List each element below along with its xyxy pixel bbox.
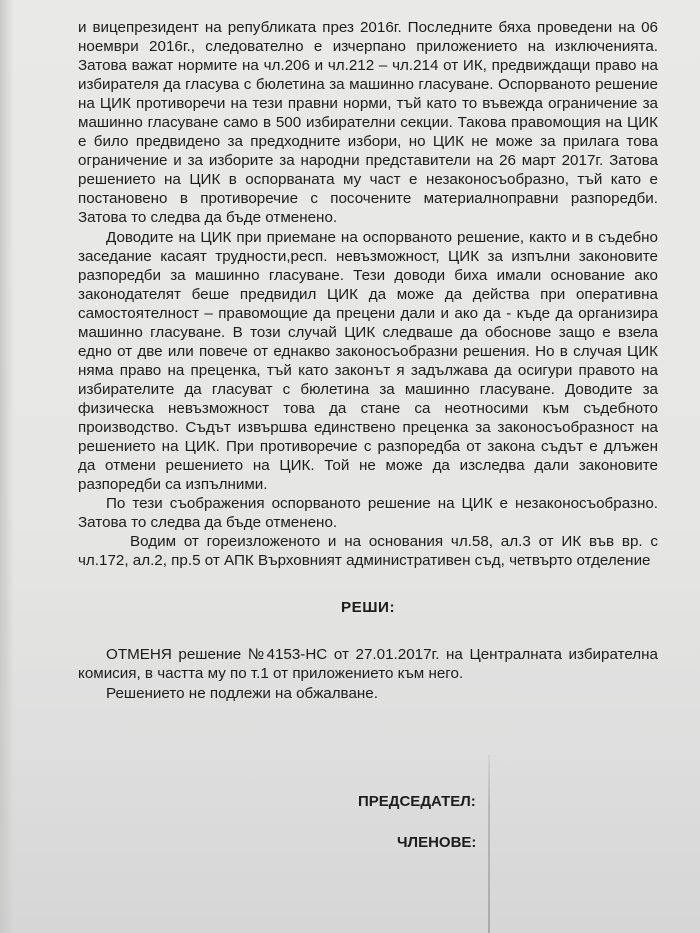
ruling-heading: РЕШИ: <box>341 599 395 617</box>
page-edge-shadow <box>0 0 14 933</box>
paragraph-legal-reasoning: и вицепрезидент на републиката през 2016г. Последните бяха проведени на 06 ноември 2016г., следователно е изчерпано приложението на изключенията. Затова важат нормите на чл.206 и чл.212 – чл.214 от ИК, предвиждащи право на избирателя да гласува с бюлетина за машинно гласуване. Оспорваното решение на ЦИК противоречи на тези правни норми, тъй като то въвежда ограничение за машинно гласуване само в 500 избирателни секции. Такова правомощия на ЦИК е било предвидено за предходните избори, но ЦИК не може за прилага това ограничение и за изборите за народни представители на 26 март 2017г. Затова решението на ЦИК в оспорваната му част е незаконосъобразно, тъй като е постановено в противоречие с посочените материалноправни разпоредби. Затова то следва да бъде отменено. <box>78 19 658 227</box>
members-signature-label: ЧЛЕНОВЕ: <box>397 834 477 851</box>
paper-fold-line <box>488 755 490 933</box>
document-page <box>78 18 658 703</box>
ruling-no-appeal: Решението не подлежи на обжалване. <box>106 684 378 702</box>
paragraph-legal-basis: Водим от гореизложеното и на основания чл.58, ал.3 от ИК във вр. с чл.172, ал.2, пр.5 от АПК Върховният административен съд, четвърто отделение <box>78 533 658 570</box>
paragraph-cik-arguments: Доводите на ЦИК при приемане на оспорваното решение, както и в съдебно заседание касаят трудности,респ. невъзможност, ЦИК за изпълни законовите разпоредби за машинно гласуване. Тези доводи биха имали основание ако законодателят беше предвидил ЦИК да може да действа при оперативна самостоятелност – правомощие да прецени дали и ако да - къде да организира машинно гласуване. В този случай ЦИК следваше да обоснове защо е взела едно от две или повече от еднакво законосъобразни решения. Но в случая ЦИК няма право на преценка, тъй като законът я задължава да осигури правото на избирателите да гласуват с бюлетина за машинно гласуване. Доводите за физическа невъзможност това да стане са неотносими към съдебното производство. Съдът извършва единствено преценка за законосъобразност на решението на ЦИК. При противоречие с разпоредба от закона съдът е длъжен да отмени решението на ЦИК. Той не може да изследва дали законовите разпоредби са изпълними. <box>78 228 658 494</box>
ruling-annulment: ОТМЕНЯ решение №4153-НС от 27.01.2017г. на Централната избирателна комисия, в частта му по т.1 от приложението към него. <box>78 646 658 683</box>
chairman-signature-label: ПРЕДСЕДАТЕЛ: <box>358 793 476 810</box>
paragraph-conclusion: По тези съображения оспорваното решение на ЦИК е незаконосъобразно. Затова то следва да бъде отменено. <box>78 495 658 532</box>
